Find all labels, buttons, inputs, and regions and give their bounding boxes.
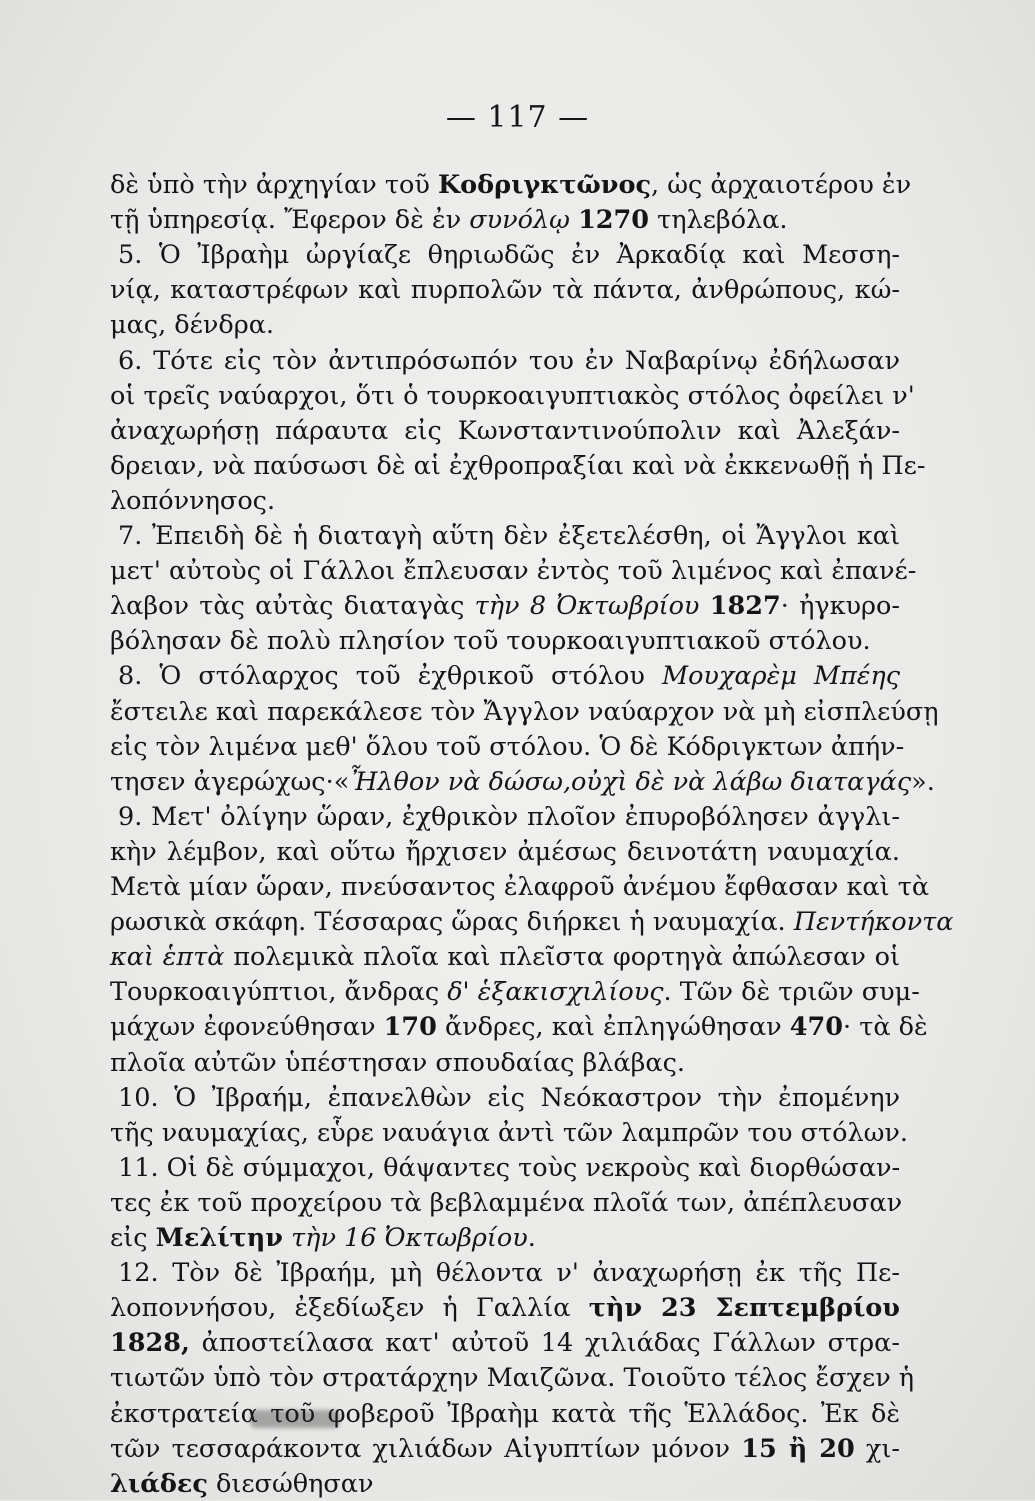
text-run: κὴν λέμβον, καὶ οὕτω ἤρχισεν ἀμέσως δεινοτάτη ναυμαχία.	[110, 836, 900, 867]
text-line	[110, 1361, 915, 1395]
text-run: .	[527, 1223, 536, 1253]
text-line	[110, 1116, 909, 1150]
text-line	[110, 1221, 900, 1255]
text-run: · τὰ δὲ	[843, 1012, 928, 1043]
bold-text-run: 1827	[709, 591, 781, 622]
italic-text-run: Ἦλθον νὰ δώσω,οὐχὶ δὲ νὰ λάβω διαταγάς	[349, 766, 912, 797]
text-run: βόλησαν δὲ πολὺ πλησίον τοῦ τουρκοαιγυπτιακοῦ στόλου.	[110, 626, 871, 657]
text-run: πλοῖα αὐτῶν ὑπέστησαν σπουδαίας βλάβας.	[110, 1047, 685, 1078]
text-run: τῇ ὑπηρεσίᾳ. Ἔφερον δὲ ἐν	[110, 205, 470, 236]
text-run: λοποννήσου, ἐξεδίωξεν ἡ Γαλλία	[110, 1293, 589, 1324]
text-line	[110, 344, 900, 378]
text-line	[110, 1151, 900, 1185]
text-run: ἔστειλε καὶ παρεκάλεσε τὸν Ἄγγλον ναύαρχον νὰ μὴ εἰσπλεύσῃ	[110, 696, 939, 727]
text-run: τηλεβόλα.	[649, 205, 788, 236]
italic-text-run: συνόλῳ	[469, 205, 570, 236]
text-line	[110, 870, 930, 904]
ink-smudge	[250, 1410, 340, 1428]
text-run: δρειαν, νὰ παύσωσι δὲ αἱ ἐχθροπραξίαι καὶ νὰ ἐκκενωθῇ ἡ Πε-	[110, 450, 926, 481]
text-line	[110, 449, 926, 483]
bold-text-run: 470	[789, 1012, 844, 1043]
text-run: λοπόννησος.	[110, 485, 276, 516]
text-run: νίᾳ, καταστρέφων καὶ πυρπολῶν τὰ πάντα, ἀνθρώπους, κώ-	[110, 275, 900, 306]
text-run: · ἠγκυρο-	[780, 591, 900, 622]
text-line	[110, 1186, 903, 1220]
text-run: μας, δένδρα.	[110, 310, 275, 341]
text-line	[110, 1291, 900, 1325]
text-run: τῆς ναυμαχίας, εὗρε ναυάγια ἀντὶ τῶν λαμπρῶν του στόλων.	[110, 1117, 909, 1148]
text-run	[699, 591, 709, 621]
text-run: , ὡς ἀρχαιοτέρου ἐν	[651, 170, 912, 200]
text-run: Μετὰ μίαν ὥραν, πνεύσαντος ἐλαφροῦ ἀνέμου ἔφθασαν καὶ τὰ	[110, 872, 930, 902]
text-line	[110, 589, 900, 623]
text-line	[110, 1397, 900, 1431]
text-line	[110, 1081, 900, 1115]
text-line	[110, 940, 900, 974]
text-run: Τουρκοαιγύπτιοι, ἄνδρας	[110, 977, 448, 1008]
text-line	[110, 1010, 928, 1044]
text-line	[110, 1256, 900, 1290]
text-line	[110, 765, 935, 799]
text-run: τιωτῶν ὑπὸ τὸν στρατάρχην Μαιζῶνα. Τοιοῦτο τέλος ἔσχεν ἡ	[110, 1363, 915, 1394]
text-run: 9. Μετ' ὀλίγην ὥραν, ἐχθρικὸν πλοῖον ἐπυροβόλησεν ἀγγλι-	[118, 801, 900, 832]
text-run: 7. Ἐπειδὴ δὲ ἡ διαταγὴ αὕτη δὲν ἐξετελέσθη, οἱ Ἄγγλοι καὶ	[118, 521, 900, 551]
text-line	[110, 624, 900, 658]
text-line	[110, 484, 900, 518]
text-line	[110, 835, 900, 869]
text-run: ».	[911, 766, 935, 797]
bold-text-run: λιάδες	[110, 1468, 208, 1499]
text-run: τησεν ἀγερώχως·«	[110, 766, 350, 797]
text-run: . Τῶν δὲ τριῶν συμ-	[663, 977, 920, 1008]
text-run: 10. Ὁ Ἰβραήμ, ἐπανελθὼν εἰς Νεόκαστρον τὴν ἐπομένην	[118, 1082, 900, 1113]
text-run: τῶν τεσσαράκοντα χιλιάδων Αἰγυπτίων μόνον	[110, 1433, 742, 1464]
text-run: διεσώθησαν	[207, 1468, 374, 1499]
italic-text-run: Πεντήκοντα	[793, 907, 954, 938]
text-line	[110, 1432, 900, 1466]
text-run	[283, 1223, 291, 1253]
italic-text-run: τὴν 8 Ὀκτωβρίου	[474, 591, 700, 622]
text-line	[110, 203, 900, 237]
text-run: εἰς τὸν λιμένα μεθ' ὅλου τοῦ στόλου. Ὁ δὲ Κόδριγκτων ἀπήν-	[110, 731, 905, 762]
text-run: εἰς	[110, 1223, 156, 1253]
text-line	[110, 905, 954, 939]
text-run: χι-	[854, 1433, 900, 1464]
bold-text-run: τὴν 23 Σεπτεμβρίου	[588, 1293, 900, 1324]
text-line	[110, 273, 900, 307]
text-run: 5. Ὁ Ἰβραὴμ ὠργίαζε θηριωδῶς ἐν Ἀρκαδίᾳ καὶ Μεσση-	[118, 240, 900, 271]
bold-text-run: 170	[383, 1012, 437, 1043]
text-line	[110, 1326, 900, 1360]
text-run: τες ἐκ τοῦ προχείρου τὰ βεβλαμμένα πλοῖά των, ἀπέπλευσαν	[110, 1187, 903, 1218]
text-line	[110, 414, 900, 448]
bold-text-run: 1270	[578, 205, 650, 236]
text-line	[110, 308, 900, 342]
text-run: ἀποστείλασα κατ' αὐτοῦ 14 χιλιάδας Γάλλων στρα-	[189, 1328, 900, 1359]
text-run: λαβον τὰς αὐτὰς διαταγὰς	[110, 591, 475, 622]
text-run: 8. Ὁ στόλαρχος τοῦ ἐχθρικοῦ στόλου	[118, 661, 662, 692]
text-line	[110, 519, 900, 553]
text-line	[110, 730, 905, 764]
text-run: μάχων ἐφονεύθησαν	[110, 1012, 384, 1043]
text-line	[110, 238, 900, 272]
text-run: οἱ τρεῖς ναύαρχοι, ὅτι ὁ τουρκοαιγυπτιακὸς στόλος ὀφείλει ν'	[110, 380, 915, 411]
text-line	[110, 659, 900, 693]
text-run	[570, 205, 578, 235]
text-run: πολεμικὰ πλοῖα καὶ πλεῖστα φορτηγὰ ἀπώλεσαν οἱ	[224, 942, 900, 973]
bold-text-run: 1828,	[110, 1328, 190, 1359]
italic-text-run: Μουχαρὲμ Μπέης	[661, 661, 900, 692]
text-run: ἀναχωρήσῃ πάραυτα εἰς Κωνσταντινούπολιν καὶ Ἀλεξάν-	[110, 415, 900, 446]
text-run: 12. Τὸν δὲ Ἰβραήμ, μὴ θέλοντα ν' ἀναχωρήσῃ ἐκ τῆς Πε-	[118, 1258, 900, 1289]
italic-text-run: δ' ἑξακισχιλίους	[447, 977, 664, 1008]
bold-text-run: Μελίτην	[155, 1223, 283, 1253]
text-line	[110, 168, 912, 202]
text-run: ρωσικὰ σκάφη. Τέσσαρας ὥρας διήρκει ἡ ναυμαχία.	[110, 907, 794, 938]
text-line	[110, 975, 920, 1009]
text-line	[110, 1467, 900, 1501]
text-run: ἐκστρατεία τοῦ φοβεροῦ Ἰβραὴμ κατὰ τῆς Ἑλλάδος. Ἐκ δὲ	[110, 1398, 900, 1429]
text-line	[110, 554, 917, 588]
italic-text-run: τὴν 16 Ὀκτωβρίου	[291, 1223, 528, 1253]
text-line	[110, 379, 915, 413]
text-run: 6. Τότε εἰς τὸν ἀντιπρόσωπόν του ἐν Ναβαρίνῳ ἐδήλωσαν	[118, 345, 900, 376]
text-line	[110, 800, 900, 834]
text-line	[110, 695, 939, 729]
text-run: δὲ ὑπὸ τὴν ἀρχηγίαν τοῦ	[110, 170, 438, 200]
text-run: μετ' αὐτοὺς οἱ Γάλλοι ἔπλευσαν ἐντὸς τοῦ λιμένος καὶ ἐπανέ-	[110, 556, 917, 587]
bold-text-run: Κοδριγκτῶνος	[437, 170, 652, 200]
bold-text-run: 15 ἢ 20	[741, 1433, 855, 1464]
text-line	[110, 1046, 900, 1080]
text-run: 11. Οἱ δὲ σύμμαχοι, θάψαντες τοὺς νεκροὺς καὶ διορθώσαν-	[118, 1152, 901, 1183]
page-number: — 117 —	[445, 100, 590, 135]
italic-text-run: καὶ ἑπτὰ	[110, 942, 225, 973]
text-run: ἄνδρες, καὶ ἐπληγώθησαν	[436, 1012, 790, 1043]
